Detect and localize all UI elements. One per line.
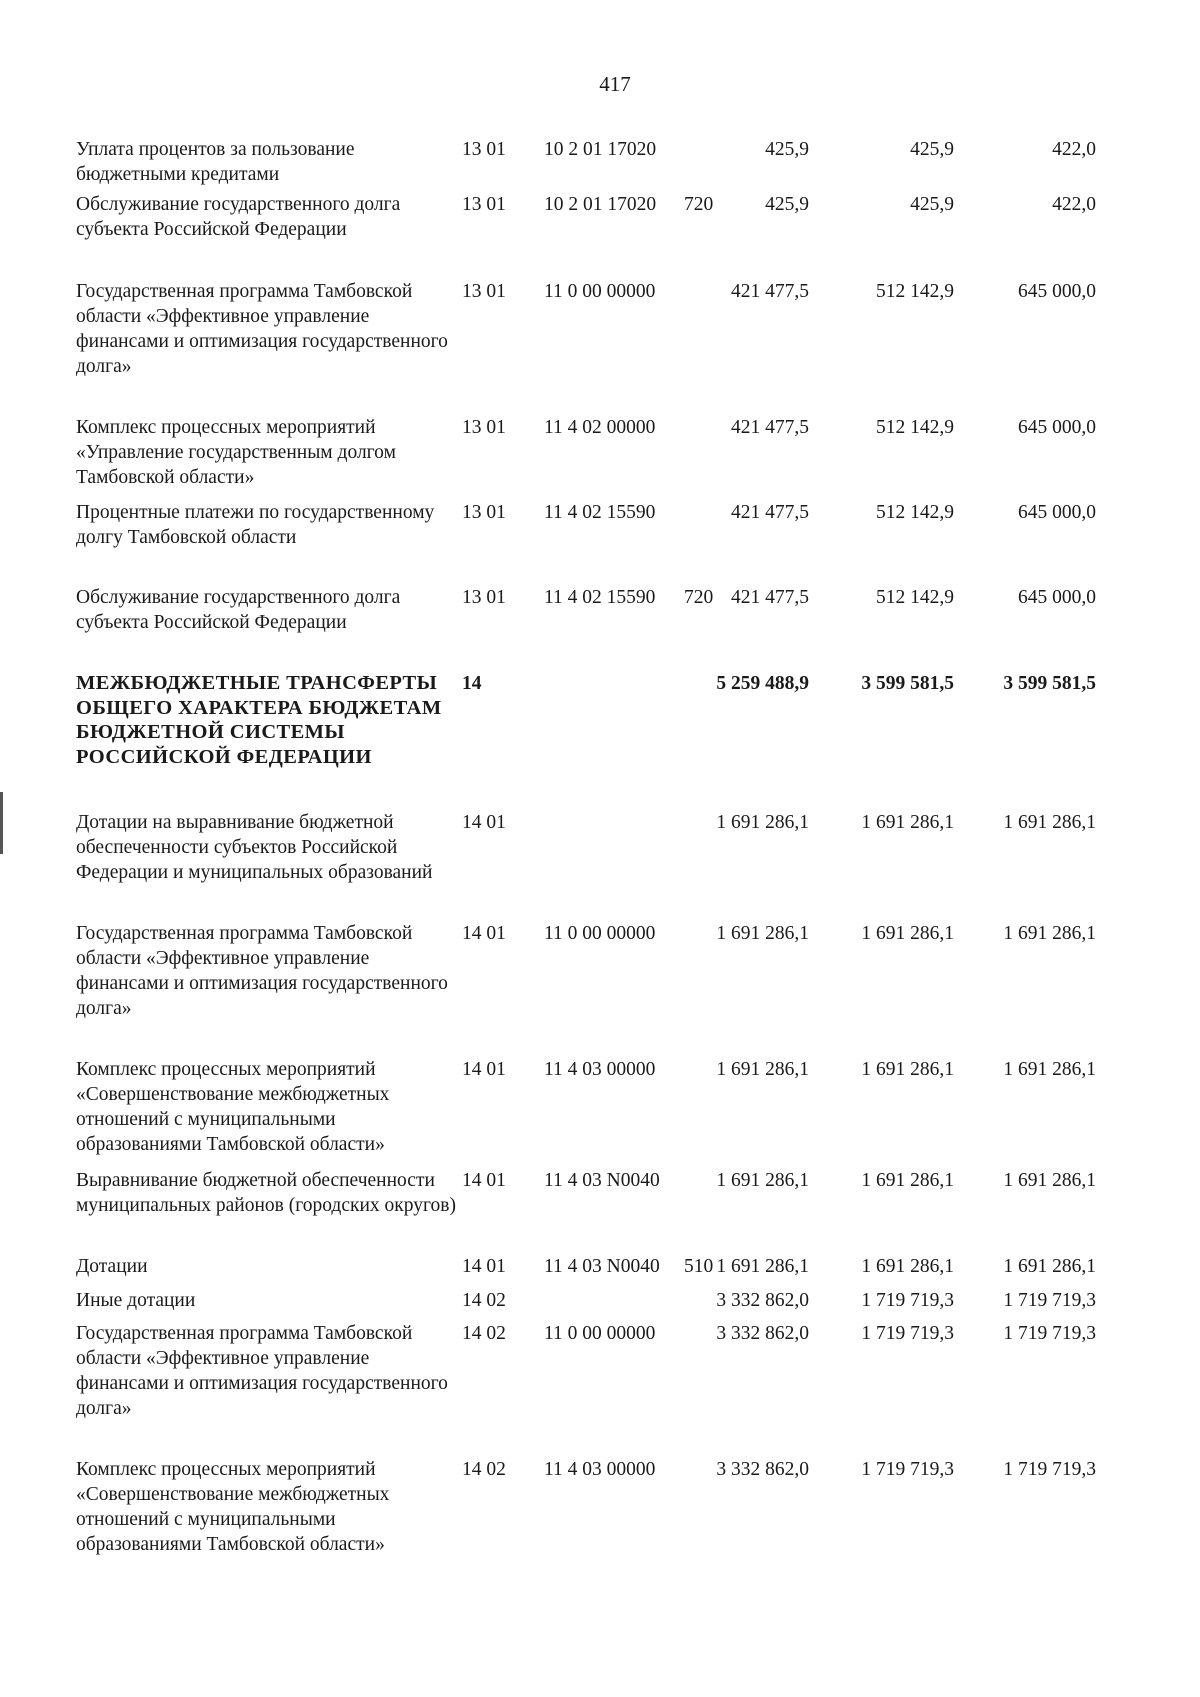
row-name: Государственная программа Тамбовской области «Эффективное управление финансами и оптимизация государственного долга»: [76, 281, 448, 377]
row-amount-3: 1 719 719,3: [1003, 1459, 1096, 1480]
table-row: [76, 137, 1176, 185]
row-expense-kind: 720: [684, 194, 714, 215]
row-amount-1: 1 691 286,1: [716, 1256, 809, 1277]
row-section-code: 14 02: [462, 1290, 506, 1311]
table-row: [76, 810, 1176, 883]
table-row: [76, 415, 1176, 488]
row-section-code: 14 01: [462, 1170, 506, 1191]
row-amount-2: 1 691 286,1: [861, 812, 954, 833]
row-amount-2: 512 142,9: [876, 587, 954, 608]
row-name: Комплекс процессных мероприятий «Совершенствование межбюджетных отношений с муниципальными образованиями Тамбовской области»: [76, 1459, 390, 1555]
row-amount-1: 421 477,5: [731, 587, 809, 608]
row-section-code: 13 01: [462, 194, 506, 215]
row-amount-1: 1 691 286,1: [716, 1170, 809, 1191]
table-row: [76, 1168, 1176, 1216]
row-amount-1: 425,9: [765, 194, 809, 215]
row-section-code: 13 01: [462, 281, 506, 302]
table-row: [76, 192, 1176, 240]
row-section-code: 14 01: [462, 1256, 506, 1277]
row-amount-3: 1 691 286,1: [1003, 1170, 1096, 1191]
row-amount-3: 1 719 719,3: [1003, 1290, 1096, 1311]
row-expense-kind: 720: [684, 587, 714, 608]
row-amount-3: 645 000,0: [1018, 417, 1096, 438]
row-amount-3: 422,0: [1052, 194, 1096, 215]
row-target-article: 11 4 03 N0040: [544, 1170, 660, 1191]
row-name: Уплата процентов за пользование бюджетными кредитами: [76, 139, 355, 185]
row-name: Процентные платежи по государственному долгу Тамбовской области: [76, 502, 435, 548]
row-amount-1: 421 477,5: [731, 281, 809, 302]
row-target-article: 10 2 01 17020: [544, 194, 657, 215]
row-target-article: 10 2 01 17020: [544, 139, 657, 160]
table-row: [76, 585, 1176, 633]
row-amount-3: 645 000,0: [1018, 502, 1096, 523]
row-section-code: 14 01: [462, 1059, 506, 1080]
row-amount-3: 645 000,0: [1018, 281, 1096, 302]
row-amount-2: 1 691 286,1: [861, 1256, 954, 1277]
row-amount-2: 1 691 286,1: [861, 1170, 954, 1191]
row-section-code: 14 02: [462, 1323, 506, 1344]
row-target-article: 11 0 00 00000: [544, 1323, 656, 1344]
row-name: Дотации: [76, 1256, 148, 1277]
row-amount-2: 1 691 286,1: [861, 923, 954, 944]
row-name: Иные дотации: [76, 1290, 196, 1311]
row-target-article: 11 4 02 15590: [544, 587, 656, 608]
row-amount-1: 421 477,5: [731, 417, 809, 438]
row-amount-2: 1 719 719,3: [861, 1290, 954, 1311]
row-target-article: 11 4 03 00000: [544, 1059, 656, 1080]
table-row: [76, 1321, 1176, 1419]
row-amount-1: 3 332 862,0: [716, 1323, 809, 1344]
row-target-article: 11 4 03 00000: [544, 1459, 656, 1480]
row-name: Обслуживание государственного долга субъекта Российской Федерации: [76, 194, 401, 240]
row-name: Комплекс процессных мероприятий «Совершенствование межбюджетных отношений с муниципальными образованиями Тамбовской области»: [76, 1059, 390, 1155]
row-target-article: 11 0 00 00000: [544, 923, 656, 944]
row-section-code: 14 02: [462, 1459, 506, 1480]
table-row: [76, 500, 1176, 548]
row-amount-2: 3 599 581,5: [861, 673, 954, 694]
page-number: 417: [599, 72, 631, 96]
row-amount-3: 1 691 286,1: [1003, 923, 1096, 944]
row-amount-2: 425,9: [910, 139, 954, 160]
row-amount-1: 3 332 862,0: [716, 1459, 809, 1480]
section-row: [76, 671, 1176, 768]
row-amount-1: 425,9: [765, 139, 809, 160]
scan-edge-mark: [0, 792, 3, 854]
row-amount-3: 1 691 286,1: [1003, 1059, 1096, 1080]
row-amount-1: 1 691 286,1: [716, 1059, 809, 1080]
row-section-code: 13 01: [462, 587, 506, 608]
table-row: [76, 921, 1176, 1019]
row-section-code: 14: [462, 673, 482, 694]
row-section-code: 13 01: [462, 417, 506, 438]
row-amount-1: 421 477,5: [731, 502, 809, 523]
row-name: Обслуживание государственного долга субъекта Российской Федерации: [76, 587, 401, 633]
row-name: Дотации на выравнивание бюджетной обеспеченности субъектов Российской Федерации и муниципальных образований: [76, 812, 433, 883]
row-name: Государственная программа Тамбовской области «Эффективное управление финансами и оптимизация государственного долга»: [76, 1323, 448, 1419]
row-amount-1: 1 691 286,1: [716, 812, 809, 833]
table-row: [76, 1457, 1176, 1555]
row-amount-2: 425,9: [910, 194, 954, 215]
row-amount-2: 1 719 719,3: [861, 1459, 954, 1480]
row-amount-3: 3 599 581,5: [1003, 673, 1096, 694]
row-target-article: 11 4 02 15590: [544, 502, 656, 523]
row-section-code: 14 01: [462, 812, 506, 833]
row-name: Выравнивание бюджетной обеспеченности муниципальных районов (городских округов): [76, 1170, 456, 1216]
row-target-article: 11 4 03 N0040: [544, 1256, 660, 1277]
row-amount-3: 645 000,0: [1018, 587, 1096, 608]
row-amount-2: 1 719 719,3: [861, 1323, 954, 1344]
row-target-article: 11 4 02 00000: [544, 417, 656, 438]
row-amount-3: 422,0: [1052, 139, 1096, 160]
row-amount-1: 3 332 862,0: [716, 1290, 809, 1311]
row-amount-2: 512 142,9: [876, 281, 954, 302]
row-amount-2: 512 142,9: [876, 502, 954, 523]
row-section-code: 13 01: [462, 502, 506, 523]
row-amount-1: 5 259 488,9: [716, 673, 809, 694]
row-target-article: 11 0 00 00000: [544, 281, 656, 302]
row-name: Государственная программа Тамбовской области «Эффективное управление финансами и оптимизация государственного долга»: [76, 923, 448, 1019]
row-section-code: 14 01: [462, 923, 506, 944]
table-row: [76, 1254, 1176, 1277]
row-section-code: 13 01: [462, 139, 506, 160]
table-row: [76, 1057, 1176, 1155]
row-name: Комплекс процессных мероприятий «Управление государственным долгом Тамбовской области»: [76, 417, 396, 488]
section-title: МЕЖБЮДЖЕТНЫЕ ТРАНСФЕРТЫ ОБЩЕГО ХАРАКТЕРА БЮДЖЕТАМ БЮДЖЕТНОЙ СИСТЕМЫ РОССИЙСКОЙ ФЕДЕРАЦИИ: [76, 672, 442, 768]
row-amount-2: 512 142,9: [876, 417, 954, 438]
row-amount-3: 1 719 719,3: [1003, 1323, 1096, 1344]
table-row: [76, 279, 1176, 377]
row-amount-2: 1 691 286,1: [861, 1059, 954, 1080]
table-row: [76, 1288, 1176, 1311]
row-amount-3: 1 691 286,1: [1003, 812, 1096, 833]
row-amount-3: 1 691 286,1: [1003, 1256, 1096, 1277]
row-expense-kind: 510: [684, 1256, 714, 1277]
row-amount-1: 1 691 286,1: [716, 923, 809, 944]
